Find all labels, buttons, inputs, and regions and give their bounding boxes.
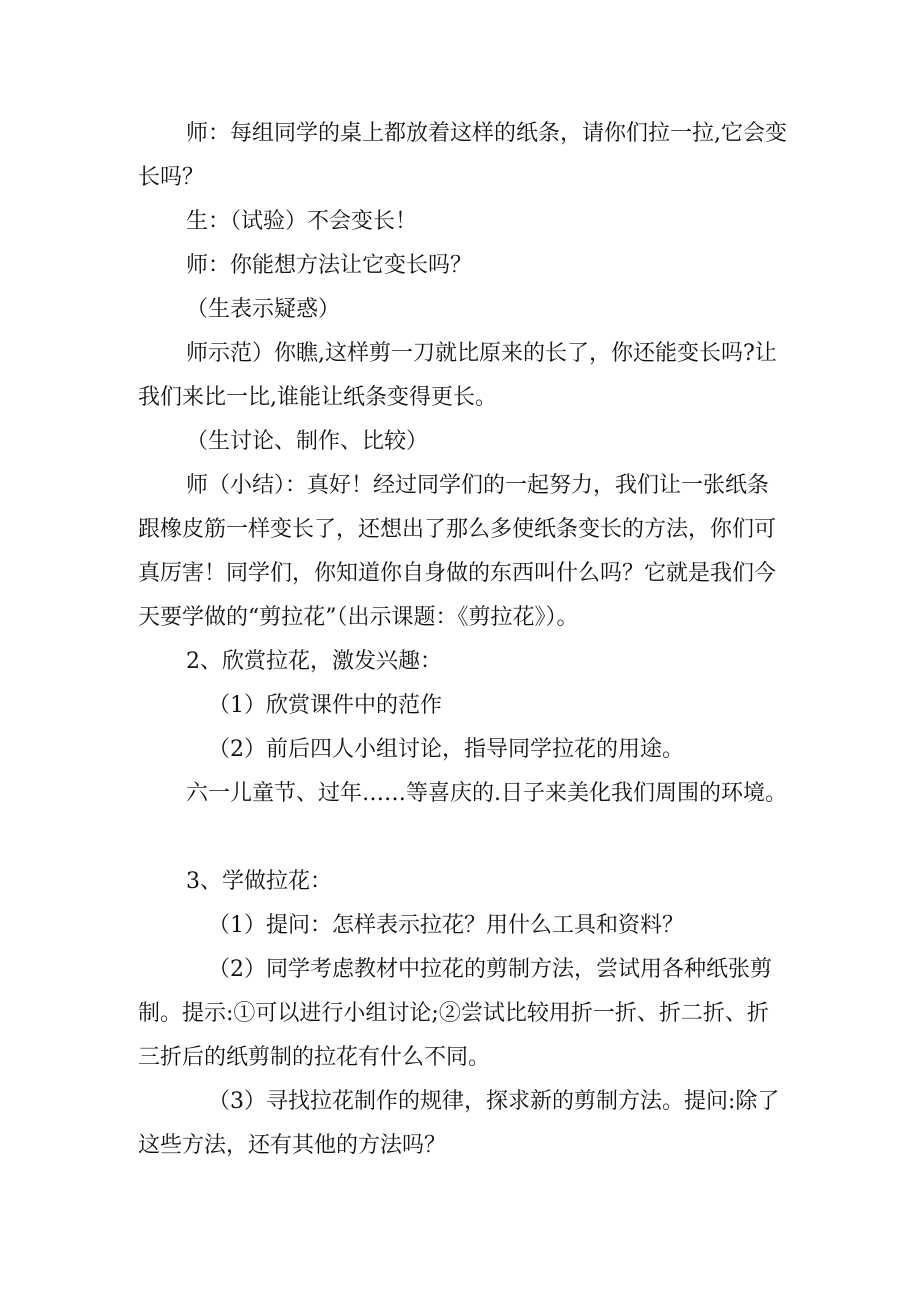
paragraph-student-doubt: （生表示疑惑）: [186, 297, 341, 322]
section-heading-appreciate: 2、欣赏拉花，激发兴趣：: [186, 649, 442, 674]
section-heading-learn: 3、学做拉花：: [186, 869, 332, 894]
paragraph-teacher-demo: 师示范）你瞧,这样剪一刀就比原来的长了，你还能变长吗?让我们来比一比,谁能让纸条变得更长。: [138, 341, 777, 410]
list-item-learn-1: （1）提问：怎样表示拉花？用什么工具和资料？: [208, 913, 684, 938]
paragraph-teacher-summary: 师（小结）：真好！经过同学们的一起努力，我们让一张纸条跟橡皮筋一样变长了，还想出了那么多使纸条变长的方法，你们可真厉害！同学们，你知道你自身做的东西叫什么吗？它就是我们今天要学做的“剪拉花”（出示课题：《剪拉花》）。: [138, 473, 777, 630]
paragraph-teacher-prompt: 师：你能想方法让它变长吗？: [186, 253, 473, 278]
paragraph-usage: 六一儿童节、过年……等喜庆的.日子来美化我们周围的环境。: [186, 781, 787, 806]
list-item-learn-3: （3）寻找拉花制作的规律，探求新的剪制方法。提问:除了这些方法，还有其他的方法吗？: [138, 1089, 780, 1158]
list-item-appreciate-1: （1）欣赏课件中的范作: [208, 693, 442, 718]
list-item-learn-2: （2）同学考虑教材中拉花的剪制方法，尝试用各种纸张剪制。提示:①可以进行小组讨论;②尝试比较用折一折、折二折、折三折后的纸剪制的拉花有什么不同。: [138, 957, 772, 1070]
list-item-appreciate-2: （2）前后四人小组讨论，指导同学拉花的用途。: [208, 737, 684, 762]
paragraph-student-reply: 生：（试验）不会变长！: [186, 209, 418, 234]
paragraph-teacher-question: 师：每组同学的桌上都放着这样的纸条，请你们拉一拉,它会变长吗？: [138, 121, 787, 190]
paragraph-student-discuss: （生讨论、制作、比较）: [186, 429, 429, 454]
